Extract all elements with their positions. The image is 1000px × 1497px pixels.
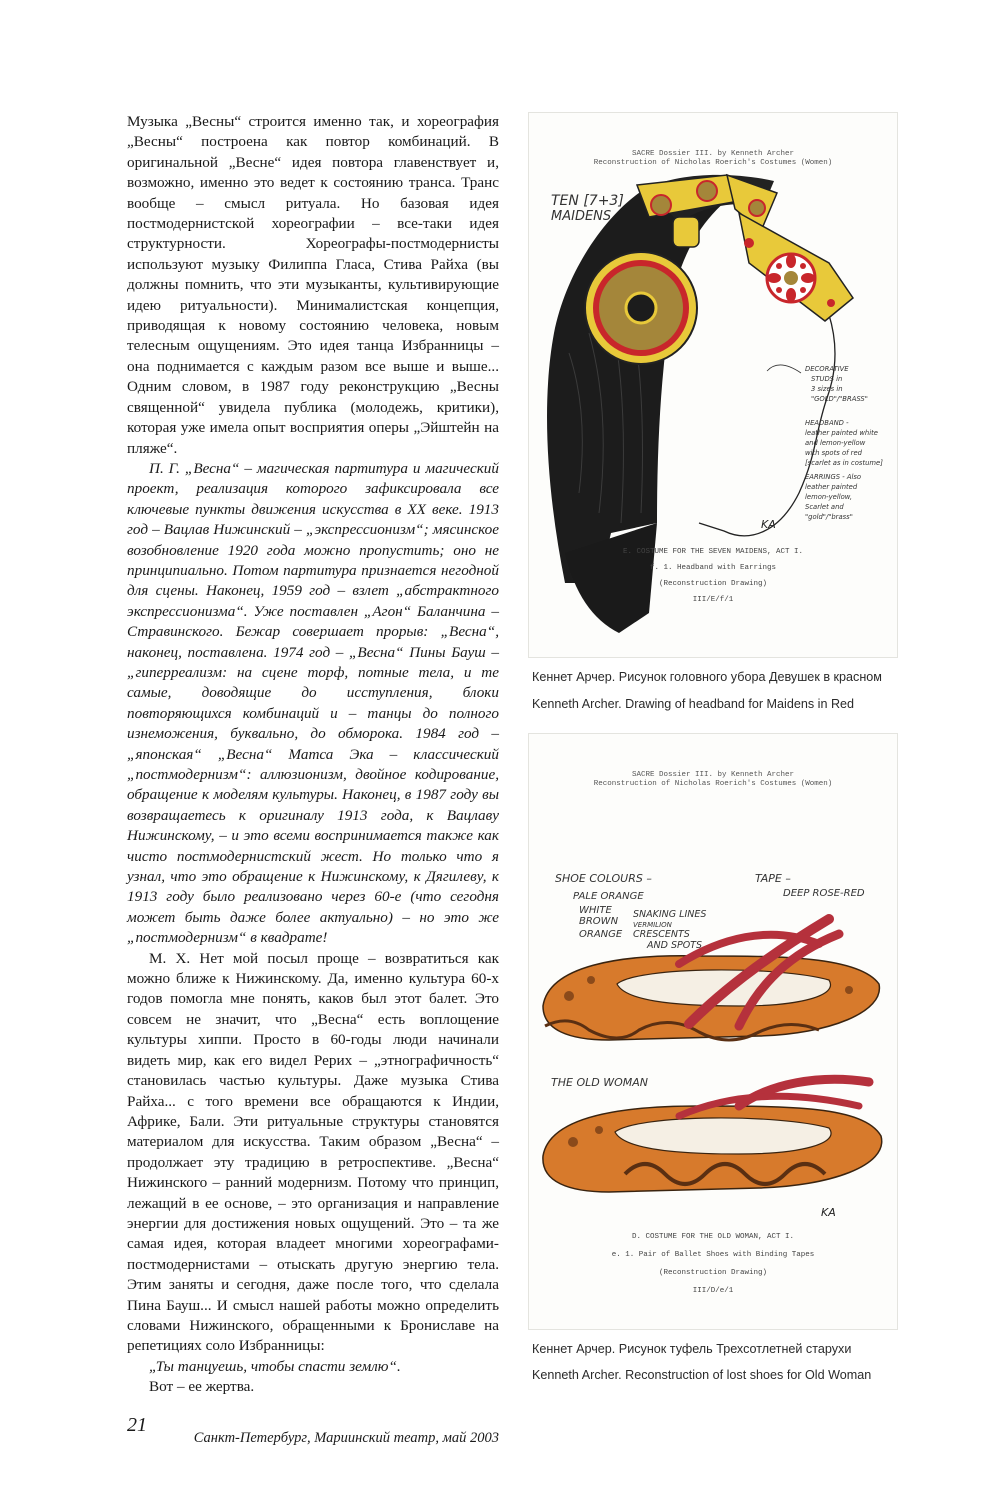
paragraph-3: М. Х. Нет мой посыл проще – возвратиться как можно ближе к Нижинскому. Да, именно культура 60-х годов помогла мне понять, каков был этот балет. Это совсем не значит, что „Весна“ есть воплощение культуры хиппи. Просто в 60-годы люди начинали видеть мир, как его видел Рерих – „этнографичность“ становилась частью культуры. Даже музыка Стива Райха... с того времени все обращаются к Индии, Африке, Бали. Эти ритуальные структуры становятся материалом для искусства. Таким образом „Весна“ – продолжает эту традицию в ретроспективе. „Весна“ Нижинского – ранний модернизм. Потому что принцип, лежащий в ее основе, – это организация и направление энергии для достижения новых ощущений. Это – та же самая идея, которая владеет многими хореографами-постмодернистами – отыскать другую энергию тела. Этим заняты и сегодня, даже после того, что сделала Пина Бауш... И смысл нашей работы можно определить словами Нижинского, обращенными к Брониславе на репетициях соло Избранницы: — [127, 949, 499, 1355]
lower-shoe — [543, 1079, 882, 1192]
fig1-footer-line3: (Reconstruction Drawing) — [658, 580, 768, 588]
fig2-caption-en: Kenneth Archer. Reconstruction of lost shoes for Old Woman — [532, 1368, 872, 1382]
shoes-drawing — [528, 733, 898, 1330]
headband-drawing-svg — [529, 113, 897, 657]
fig2-header-line2: Reconstruction of Nicholas Roerich's Costumes (Women) — [593, 780, 833, 788]
headband-shape — [585, 175, 853, 364]
fig2-note-crescents: CRESCENTS — [633, 929, 690, 940]
article-text-column — [127, 112, 499, 1448]
shoes-drawing-svg — [529, 734, 897, 1329]
place-date-signature: Санкт-Петербург, Мариинский театр, май 2003 — [193, 1429, 499, 1446]
fig2-note-vermilion: VERMILION — [633, 921, 672, 929]
fig1-handwritten-title-2: MAIDENS — [551, 209, 612, 224]
fig1-notes — [805, 365, 883, 521]
fig1-footer-line4: III/E/f/1 — [692, 596, 734, 604]
fig1-note: [scarlet as in costume] — [805, 459, 883, 467]
fig2-note-shoe-colours: SHOE COLOURS – — [555, 872, 652, 885]
fig1-note: leather painted — [805, 483, 858, 491]
fig1-note: STUDS in — [811, 375, 843, 383]
fig2-note-snaking: SNAKING LINES — [633, 909, 707, 920]
fig2-note-spots: AND SPOTS — [647, 940, 703, 951]
paragraph-2: П. Г. „Весна“ – магическая партитура и магический проект, реализация которого зафиксировала все ключевые пункты движения искусства в XX веке. 1913 год – Вацлав Нижинский – „экспрессионизм“; мясинское возобновление 1920 года можно пропустить; оно не принципиально. Потом партитура признается негодной для сцены. Наконец, 1959 год – взлет „абстрактного экспрессионизма“. Уже поставлен „Агон“ Баланчина – Стравинского. Бежар совершает прорыв: „Весна“, наконец, поставлена. 1974 год – „Весна“ Пины Бауш – „гиперреализм: на сцене торф, потные тела, и те самые, доводящие до исступления, блоки повторяющихся комбинаций и – танцы до полного изнеможения, буквально, до обморока. 1984 год – „японская“ „Весна“ Матса Эка – классический „постмодернизм“: аллюзионизм, двойное кодирование, обращение к моделям культуры. Наконец, в 1987 году вы возвращаетесь к оригиналу 1913 года, к Вацлаву Нижинскому, – и это всеми воспринимается также как чисто постмодернистский жест. Но только что я узнал, что это обращение к Нижинскому, к Дягилеву, к 1913 году было реализовано через 60-е (что сегодня может быть даже более актуально) – но это же „постмодернизм“ в квадрате! — [127, 459, 499, 947]
fig1-note: lemon-yellow, — [805, 493, 853, 501]
fig2-note-deep-rose: DEEP ROSE-RED — [783, 888, 865, 899]
fig2-artist-signature: KA — [821, 1206, 836, 1219]
fig1-note: leather painted white — [805, 429, 878, 437]
fig1-header-line1: SACRE Dossier III. by Kenneth Archer — [631, 150, 795, 158]
fig2-note-white: WHITE — [579, 905, 612, 916]
fig1-artist-signature: KA — [761, 518, 776, 531]
paragraph-1: Музыка „Весны“ строится именно так, и хореография „Весны“ построена как повтор комбинаций. В оригинальной „Весне“ идея повтора главенствует и, возможно, именно это ведет к состоянию транса. Транс вообще – смысл ритуала. Но базовая идея постмодернистской хореографии – все-таки идея структурности. Хореографы-постмодернисты используют музыку Филиппа Гласа, Стива Райха (вы должны помнить, что эти музыканты, культивирующие идею ритуальности). Минималистская концепция, приводящая к новому состоянию человека, новым телесным ощущениям. Это идея танца Избранницы – она поднимается с каждым разом все выше и выше... Одним словом, в 1987 году реконструкцию „Весны священной“ увидела публика (молодежь, критики), которая уже имела опыт восприятия оперы „Эйштейн на пляже“. — [127, 113, 499, 457]
fig2-note-old-woman: THE OLD WOMAN — [551, 1076, 648, 1089]
closing-line: Вот – ее жертва. — [149, 1378, 255, 1396]
fig2-header-line1: SACRE Dossier III. by Kenneth Archer — [631, 771, 795, 779]
fig1-note: EARRINGS - Also — [805, 473, 862, 481]
fig1-note: and lemon-yellow — [805, 439, 866, 447]
fig2-note-tape: TAPE – — [755, 872, 791, 885]
fig2-footer-line2: e. 1. Pair of Ballet Shoes with Binding Tapes — [611, 1251, 815, 1259]
fig2-note-pale-orange: PALE ORANGE — [573, 891, 644, 902]
headband-drawing — [528, 112, 898, 658]
fig1-note: 3 sizes in — [811, 385, 843, 393]
fig1-handwritten-title-1: TEN [7+3] — [551, 193, 624, 209]
fig1-caption-en: Kenneth Archer. Drawing of headband for Maidens in Red — [532, 697, 855, 711]
fig2-note-brown: BROWN — [579, 916, 619, 927]
nijinsky-quote: „Ты танцуешь, чтобы спасти землю“. — [149, 1357, 401, 1375]
fig2-footer-line1: D. COSTUME FOR THE OLD WOMAN, ACT I. — [631, 1233, 795, 1241]
fig1-footer-line1: E. COSTUME FOR THE SEVEN MAIDENS, ACT I. — [622, 548, 804, 556]
fig2-note-orange: ORANGE — [579, 929, 623, 940]
fig1-caption-ru: Кеннет Арчер. Рисунок головного убора Девушек в красном — [532, 670, 882, 684]
fig1-note: with spots of red — [805, 449, 862, 457]
fig1-note: DECORATIVE — [805, 365, 849, 373]
fig1-header-line2: Reconstruction of Nicholas Roerich's Costumes (Women) — [593, 159, 833, 167]
fig2-footer-line3: (Reconstruction Drawing) — [658, 1269, 768, 1277]
fig1-note: Scarlet and — [805, 503, 844, 511]
page-number: 21 — [127, 1414, 147, 1436]
fig1-footer-line2: f. 1. Headband with Earrings — [649, 564, 777, 572]
fig2-caption-ru: Кеннет Арчер. Рисунок туфель Трехсотлетней старухи — [532, 1342, 852, 1356]
fig1-note: HEADBAND - — [805, 419, 849, 427]
fig1-note: "GOLD"/"BRASS" — [811, 395, 868, 403]
fig1-note: "gold"/"brass" — [805, 513, 853, 521]
fig2-footer-line4: III/D/e/1 — [692, 1287, 734, 1295]
